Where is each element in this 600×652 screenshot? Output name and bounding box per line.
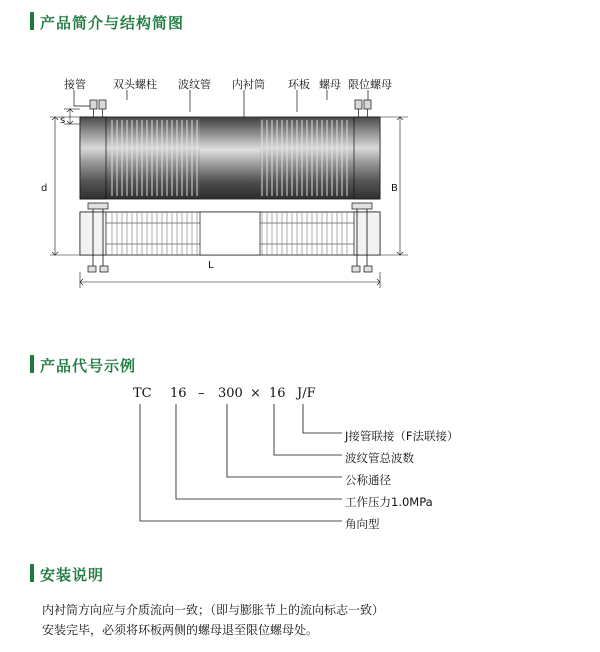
section-title-bar-install: [30, 564, 34, 582]
code-token-6: J/F: [297, 386, 316, 401]
callout-label-5: 螺母: [319, 78, 341, 91]
dimension-label-B: B: [391, 183, 398, 194]
code-token-5: 16: [269, 386, 286, 401]
code-desc-1: 波纹管总波数: [345, 451, 414, 465]
install-line-1: 安装完毕，必须将环板两侧的螺母退至限位螺母处。: [42, 623, 319, 637]
section-title-bar-intro: [30, 12, 34, 30]
code-token-1: 16: [170, 386, 187, 401]
code-desc-0: J接管联接（F法联接）: [345, 429, 459, 443]
diagram-svg: [0, 60, 600, 340]
install-line-0: 内衬筒方向应与介质流向一致；（即与膨胀节上的流向标志一致）: [42, 603, 385, 617]
product-code-example: [0, 370, 600, 550]
code-desc-3: 工作压力1.0MPa: [345, 495, 433, 509]
code-desc-2: 公称通径: [345, 473, 391, 487]
dimension-label-L: L: [208, 260, 214, 271]
code-token-2: –: [198, 386, 205, 401]
dimension-label-d: d: [41, 183, 48, 194]
install-instructions: [42, 600, 562, 640]
callout-label-1: 双头螺柱: [113, 78, 157, 91]
code-token-3: 300: [218, 386, 243, 401]
callout-label-6: 限位螺母: [348, 78, 392, 91]
code-desc-4: 角向型: [345, 517, 380, 531]
dimension-label-s: s: [60, 115, 66, 126]
code-token-0: TC: [133, 386, 152, 401]
code-token-4: ×: [250, 386, 261, 401]
callout-label-2: 波纹管: [178, 78, 211, 91]
callout-label-3: 内衬筒: [232, 78, 265, 91]
callout-label-4: 环板: [288, 78, 310, 91]
callout-label-0: 接管: [64, 78, 86, 91]
structure-diagram: [0, 60, 600, 340]
section-title-install: 安装说明: [40, 566, 105, 584]
section-title-intro: 产品简介与结构简图: [40, 14, 185, 32]
section-title-code: 产品代号示例: [40, 357, 137, 375]
